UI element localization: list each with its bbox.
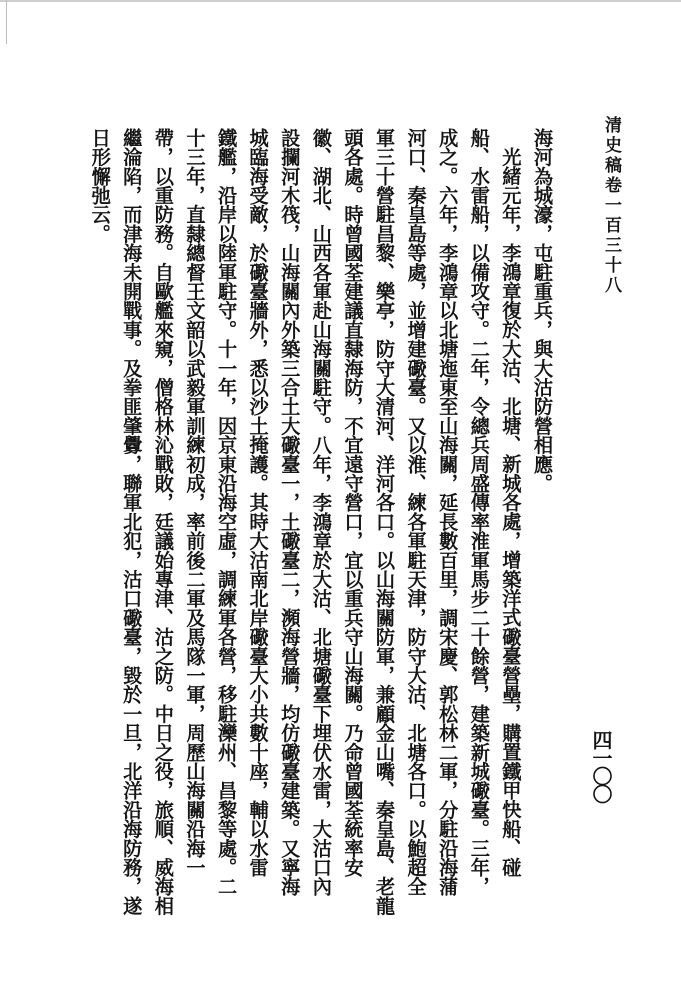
text-column-4: 成之。六年，李鴻章以北塘迤東至山海關，延長數百里，調宋慶、郭松林二軍，分駐沿海蒲 [436,128,460,896]
text-column-2: 光緒元年，李鴻章復於大沽、北塘、新城各處，增築洋式礮臺營壘，購置鐵甲快船、碰 [499,147,523,877]
text-column-8: 徽、湖北、山西各軍赴山海關駐守。八年，李鴻章於大沽、北塘礮臺下埋伏水雷，大沽口內 [309,128,333,896]
text-column-13: 帶，以重防務。自歐艦來窺，僧格林沁戰敗，廷議始專津、沽之防。中日之役，旅順、威海相 [151,128,175,916]
text-column-7: 頭各處。時曾國荃建議直隸海防，不宜遠守營口，宜以重兵守山海關。乃命曾國荃統率安 [341,128,365,877]
text-column-14: 繼淪陷，而津海未開戰事。及拳匪肇釁，聯軍北犯，沽口礮臺，毀於一旦，北洋沿海防務，遂 [120,128,144,916]
scan-edge-top [0,0,681,2]
running-head: 清史稿卷一百三十八 [601,116,621,296]
main-text [84,128,558,968]
scan-edge-left [6,0,7,44]
text-column-9: 設攔河木筏，山海關內外築三合土大礮臺一，土礮臺二，瀕海營牆，均仿礮臺建築。又寧海 [278,128,302,896]
text-column-12: 十三年，直隸總督王文韶以武毅軍訓練初成，率前後二軍及馬隊一軍，周歷山海關沿海一 [183,128,207,877]
text-column-3: 船、水雷船，以備攻守。二年，令總兵周盛傳率淮軍馬步二十餘營，建築新城礮臺。三年， [467,128,491,896]
text-column-6: 軍三十營駐昌黎、樂亭，防守大清河、洋河各口。以山海關防軍，兼顧金山嘴、秦皇島、老龍 [373,128,397,916]
text-column-1: 海河為城濠，屯駐重兵，與大沽防營相應。 [531,128,554,493]
text-column-15: 日形懈弛云。 [88,128,112,244]
text-column-11: 鐵艦，沿岸以陸軍駐守。十一年，因京東沿海空虛，調練軍各營，移駐灤州、昌黎等處。二 [215,128,239,896]
text-column-10: 城臨海受敵，於礮臺牆外，悉以沙土掩護。其時大沽南北岸礮臺大小共數十座，輔以水雷 [246,128,270,877]
text-column-5: 河口、秦皇島等處，並增建礮臺。又以淮、練各軍駐天津，防守大沽、北塘各口。以鮑超全 [404,128,428,896]
page-number: 四一〇〇 [589,730,613,802]
